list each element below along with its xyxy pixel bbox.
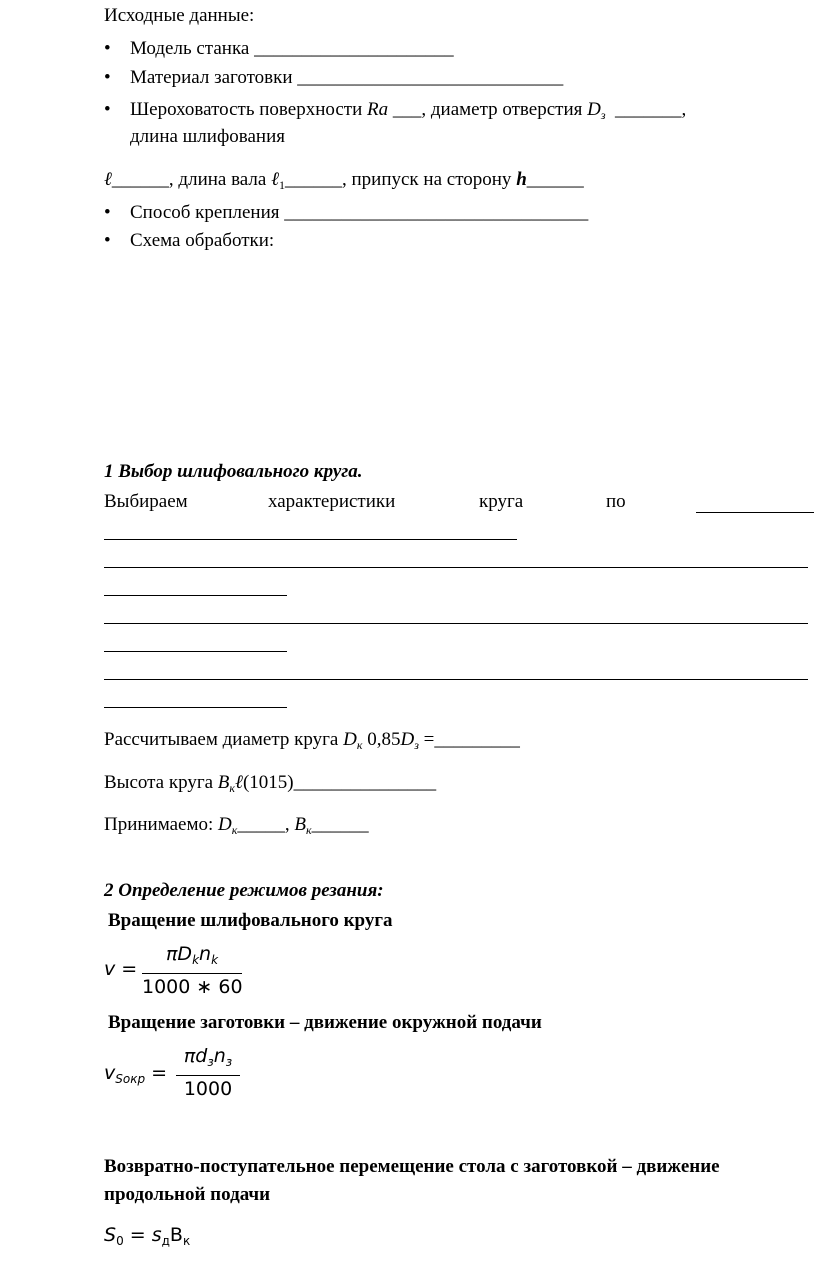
fill-line [104, 623, 808, 624]
bullet-dot: • [104, 230, 111, 251]
formula-lhs: $v_{Sокр}$ = [104, 1062, 168, 1086]
wheel-rotation-heading: Вращение шлифовального круга [108, 910, 393, 931]
params-line: ℓ______, длина вала ℓ$_1$______, припуск на сторону h______ [104, 169, 584, 192]
bullet-dot: • [104, 67, 111, 88]
wheel-height-calc: Высота круга $B_к\ell(1015)\_\_\_\_\_\_\_\_\_\_\_\_\_\_\_$ [104, 772, 437, 795]
grinding-length-label: длина шлифования [130, 126, 285, 147]
processing-scheme-label: Схема обработки: [130, 230, 275, 251]
bullet-dot: • [104, 99, 111, 120]
accepted-values: Принимаемо: $D_к\_\_\_\_\_$, $B_к\_\_\_\_\_\_$ [104, 814, 369, 837]
intro-word-1: Выбираем [104, 491, 188, 512]
table-motion-heading-line1: Возвратно-поступательное перемещение стола с заготовкой – движение [104, 1156, 720, 1177]
section-header: Исходные данные: [104, 5, 255, 26]
blank-material-field: Материал заготовки ____________________________ [130, 67, 564, 88]
fill-line [104, 679, 808, 680]
fill-line [104, 567, 808, 568]
fill-line [104, 707, 287, 708]
bullet-dot: • [104, 202, 111, 223]
section-1-title: 1 Выбор шлифовального круга. [104, 461, 363, 482]
fill-line [104, 595, 287, 596]
intro-word-2: характеристики [268, 491, 396, 512]
formula-circular-feed [104, 1044, 254, 1100]
fixing-method-field: Способ крепления ________________________________ [130, 202, 589, 223]
formula-cutting-speed [104, 942, 254, 998]
intro-word-3: круга [479, 491, 524, 512]
formula-fraction: $\pi d_зn_з$ 1000 [176, 1044, 240, 1101]
fill-line [696, 512, 814, 513]
fill-line [104, 651, 287, 652]
wheel-diameter-calc: Рассчитываем диаметр круга $D_к$ $0,85D_з$ =_________ [104, 729, 520, 752]
workpiece-rotation-heading: Вращение заготовки – движение окружной подачи [108, 1012, 542, 1033]
table-motion-heading-line2: продольной подачи [104, 1184, 271, 1205]
section-2-title: 2 Определение режимов резания: [104, 880, 384, 901]
machine-model-field: Модель станка _____________________ [130, 38, 454, 59]
formula-lhs: v = [104, 958, 138, 980]
formula-longitudinal-feed: $S_0 = s_дB_к$ [104, 1224, 191, 1248]
bullet-dot: • [104, 38, 111, 59]
roughness-diameter-line: Шероховатость поверхности Ra ___, диаметр отверстия $D_з$ _______, [130, 99, 687, 122]
intro-word-4: по [606, 491, 626, 512]
formula-fraction: $\pi D_kn_k$ 1000 ∗ 60 [142, 943, 243, 998]
fill-line [104, 539, 517, 540]
